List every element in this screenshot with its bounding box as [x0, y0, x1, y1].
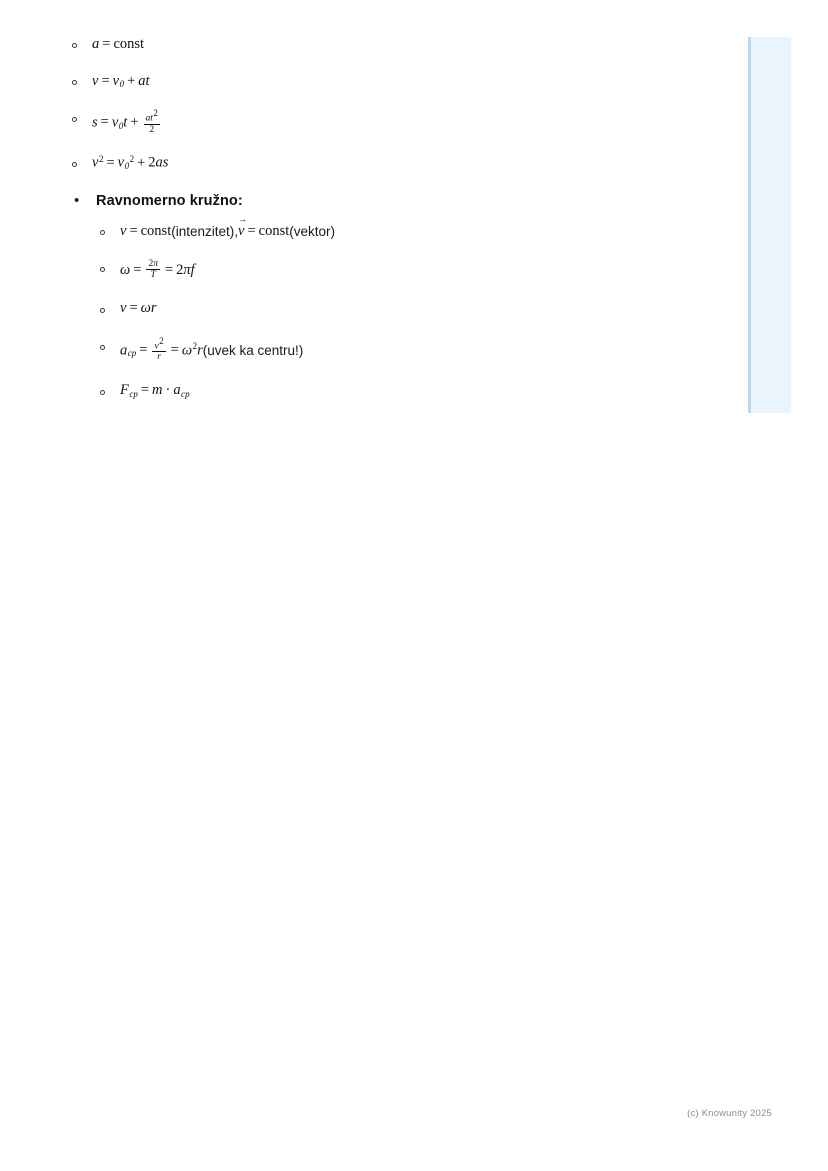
- formula-s-v0t-at2-2: $s = v_0t$ + $\frac{at^2}{2}$: [92, 108, 158, 135]
- list-item: [68, 73, 688, 91]
- document-content: [68, 36, 688, 420]
- list-item: [68, 36, 688, 54]
- note-intenzitet: (intenzitet),: [171, 224, 239, 239]
- section-list: [68, 192, 688, 401]
- note-vektor: (vektor): [289, 224, 336, 239]
- formula-list-uniform-acceleration: [68, 36, 688, 173]
- formula-F-cp: $F_{cp} = m \cdot a_{cp}$: [120, 382, 190, 399]
- list-item: [96, 383, 688, 401]
- footer-copyright: (c) Knowunity 2025: [687, 1108, 772, 1119]
- formula-omega-2pi-T: ω = $\frac{2\pi}{T}$ = 2πf: [120, 259, 195, 281]
- note-uvek-ka-centru: (uvek ka centru!): [202, 342, 304, 358]
- list-item: [96, 260, 688, 282]
- decorative-accent-panel: [748, 37, 791, 413]
- section-heading: Ravnomerno kružno:: [96, 193, 243, 209]
- list-item: [68, 155, 688, 173]
- list-item: [96, 335, 688, 364]
- formula-vec-v-const: v → = const: [238, 224, 289, 240]
- list-item: [96, 301, 688, 319]
- formula-v-omega-r: v = ωr: [120, 300, 157, 317]
- formula-v-const-intenzitet: v = const: [120, 222, 172, 239]
- formula-a-cp: $a_{cp}$ = $\frac{v^2}{r}$ = $\omega^2r$: [120, 335, 203, 363]
- formula-a-const: a = const: [92, 35, 145, 52]
- list-item: [68, 110, 688, 136]
- section-ravnomerno-kruzno: [68, 192, 688, 401]
- formula-list-circular-motion: [96, 223, 688, 401]
- list-item: [96, 223, 688, 241]
- formula-v-v0-at: $v = v_0$ + at: [92, 72, 150, 90]
- formula-v2-v02-2as: $v^2 = v_0^2 + 2as$: [92, 154, 169, 172]
